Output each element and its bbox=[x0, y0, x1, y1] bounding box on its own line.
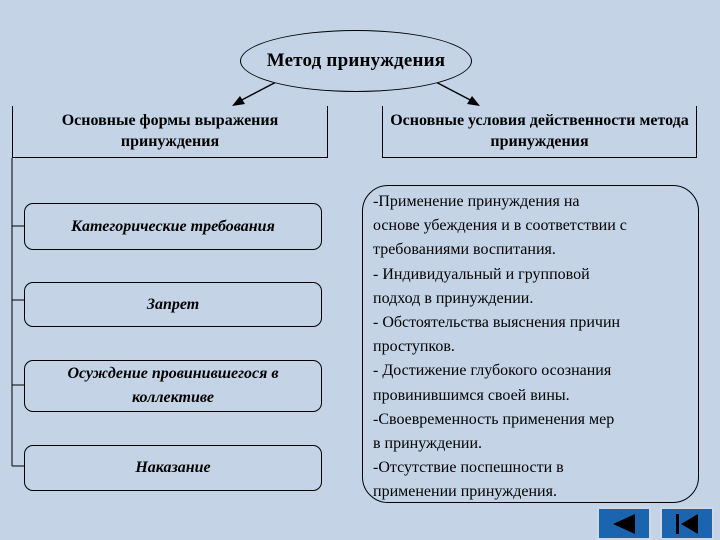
condition-line: провинившимся своей вины. bbox=[373, 386, 570, 404]
condition-line: -Отсутствие поспешности в bbox=[373, 459, 564, 477]
diagram-title-text: Метод принуждения bbox=[266, 50, 446, 71]
previous-slide-button[interactable] bbox=[597, 507, 651, 540]
conditions-box bbox=[362, 185, 699, 503]
form-box-punishment bbox=[24, 445, 322, 491]
condition-line: подход в принуждении. bbox=[373, 289, 534, 307]
diagram-title bbox=[240, 30, 472, 92]
forms-header-text: Основные формы выражения принуждения bbox=[61, 111, 279, 150]
condition-line: - Индивидуальный и групповой bbox=[373, 265, 590, 283]
form-box-prohibition bbox=[24, 282, 322, 327]
conditions-header-text: Основные условия действенности метода принуждения bbox=[390, 111, 689, 150]
form-label: Запрет bbox=[146, 295, 200, 313]
condition-line: применении принуждения. bbox=[373, 483, 557, 501]
conditions-header bbox=[382, 106, 697, 158]
form-label: Наказание bbox=[135, 459, 211, 476]
condition-line: в принуждении. bbox=[373, 435, 483, 453]
condition-line: -Применение принуждения на bbox=[373, 193, 580, 210]
form-box-categorical-demands bbox=[24, 203, 322, 250]
triangle-left-icon bbox=[609, 512, 639, 536]
form-label: Категорические требования bbox=[71, 217, 275, 235]
condition-line: - Обстоятельства выяснения причин bbox=[373, 314, 621, 332]
condition-line: - Достижение глубокого осознания bbox=[373, 362, 612, 380]
condition-line: проступков. bbox=[373, 338, 455, 356]
skip-to-start-icon bbox=[672, 512, 702, 536]
condition-line: -Своевременность применения мер bbox=[373, 410, 615, 428]
condition-line: требованиями воспитания. bbox=[373, 241, 556, 259]
first-slide-button[interactable] bbox=[660, 507, 714, 540]
forms-header bbox=[12, 106, 328, 158]
form-box-condemnation bbox=[24, 360, 322, 412]
condition-line: основе убеждения и в соответствии с bbox=[373, 217, 627, 235]
form-label: Осуждение провинившегося в коллективе bbox=[67, 365, 279, 406]
